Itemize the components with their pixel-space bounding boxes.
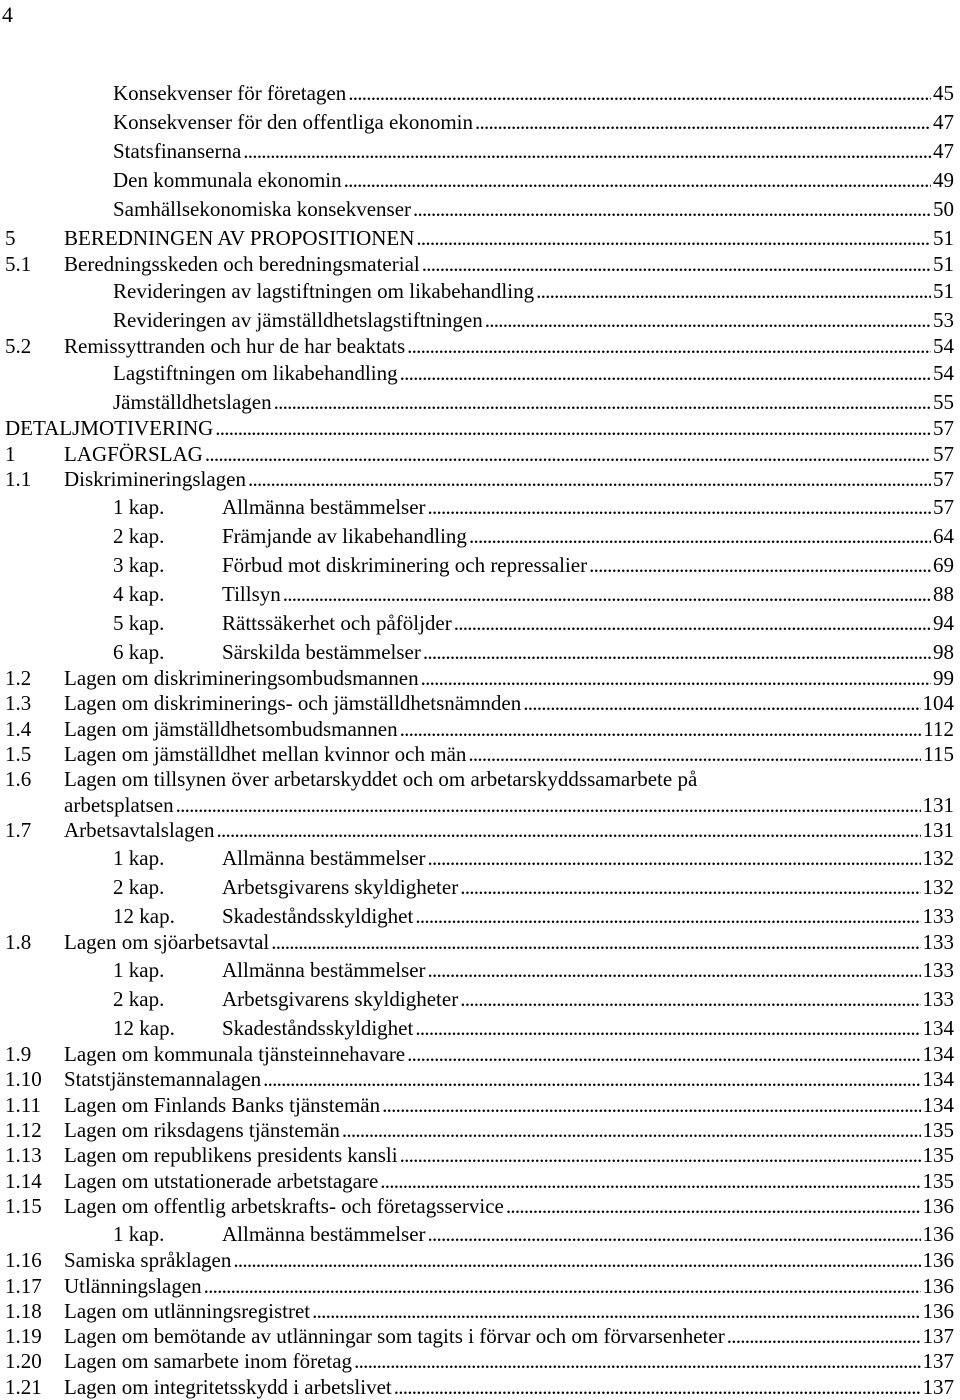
toc-entry[interactable] xyxy=(0,278,960,304)
dot-leader xyxy=(421,665,931,691)
toc-entry-title: Främjande av likabehandling xyxy=(222,524,467,548)
toc-entry-title: Samhällsekonomiska konsekvenser xyxy=(113,197,412,221)
dot-leader xyxy=(428,845,921,871)
toc-entry-number: 1.11 xyxy=(5,1093,41,1117)
toc-entry-chapter: 12 kap. xyxy=(113,904,175,928)
toc-entry[interactable] xyxy=(0,716,960,742)
toc-entry-title: Allmänna bestämmelser xyxy=(222,958,426,982)
toc-entry-page: 136 xyxy=(922,1299,954,1323)
toc-entry[interactable] xyxy=(0,138,960,164)
toc-entry-page: 135 xyxy=(922,1118,954,1142)
toc-entry-page: 134 xyxy=(922,1016,954,1040)
toc-entry-chapter: 2 kap. xyxy=(113,987,165,1011)
toc-entry-title-line1: Lagen om tillsynen över arbetarskyddet och om arbetarskyddssamarbete på xyxy=(64,767,698,791)
toc-entry-page: 133 xyxy=(922,904,954,928)
toc-entry[interactable] xyxy=(0,610,960,636)
dot-leader xyxy=(416,225,931,251)
toc-entry-page: 54 xyxy=(933,334,954,358)
toc-entry-page: 57 xyxy=(933,416,954,440)
toc-entry-page: 47 xyxy=(933,110,954,134)
toc-entry-chapter: 4 kap. xyxy=(113,582,165,606)
toc-entry-chapter: 1 kap. xyxy=(113,846,165,870)
toc-entry[interactable] xyxy=(0,690,960,716)
toc-entry-page: 135 xyxy=(922,1143,954,1167)
dot-leader xyxy=(415,1015,920,1041)
dot-leader xyxy=(380,1168,920,1194)
toc-entry-page: 134 xyxy=(922,1067,954,1091)
toc-entry-number: 1.4 xyxy=(5,717,32,741)
toc-entry[interactable] xyxy=(0,741,960,767)
toc-entry-page: 115 xyxy=(923,742,954,766)
toc-entry-number: 5.2 xyxy=(5,334,32,358)
toc-entry-title: Jämställdhetslagen xyxy=(113,390,272,414)
toc-entry[interactable] xyxy=(0,333,960,359)
dot-leader xyxy=(400,1142,921,1168)
toc-entry-page: 137 xyxy=(922,1375,954,1399)
toc-entry-title: Lagen om offentlig arbetskrafts- och företagsservice xyxy=(64,1194,504,1218)
toc-entry-title: BEREDNINGEN AV PROPOSITIONEN xyxy=(64,226,415,250)
toc-entry[interactable] xyxy=(0,389,960,415)
toc-entry-title: Förbud mot diskriminering och repressalier xyxy=(222,553,588,577)
toc-entry-number: 1.9 xyxy=(5,1042,32,1066)
toc-entry[interactable] xyxy=(0,360,960,386)
toc-entry[interactable] xyxy=(0,251,960,277)
toc-entry-page: 54 xyxy=(933,361,954,385)
toc-entry-number: 1.12 xyxy=(5,1118,42,1142)
dot-leader xyxy=(274,389,931,415)
toc-entry-title: Lagen om integritetsskydd i arbetslivet xyxy=(64,1375,392,1399)
toc-entry[interactable] xyxy=(0,167,960,193)
toc-entry-page: 57 xyxy=(933,495,954,519)
toc-entry-title: Konsekvenser för företagen xyxy=(113,81,347,105)
toc-entry-title: Arbetsgivarens skyldigheter xyxy=(222,987,459,1011)
dot-leader xyxy=(344,167,931,193)
toc-entry-title: Arbetsgivarens skyldigheter xyxy=(222,875,459,899)
dot-leader xyxy=(312,1298,920,1324)
toc-entry-number: 1.6 xyxy=(5,767,32,791)
toc-entry-title: Lagstiftningen om likabehandling xyxy=(113,361,398,385)
toc-entry-page: 137 xyxy=(922,1349,954,1373)
dot-leader xyxy=(400,716,922,742)
toc-entry-title: Lagen om utlänningsregistret xyxy=(64,1299,311,1323)
toc-entry-chapter: 2 kap. xyxy=(113,524,165,548)
toc-entry[interactable] xyxy=(0,986,960,1012)
toc-entry-title: Allmänna bestämmelser xyxy=(222,846,426,870)
dot-leader xyxy=(394,1374,921,1400)
dot-leader xyxy=(407,333,931,359)
toc-entry[interactable] xyxy=(0,767,960,818)
toc-entry-chapter: 2 kap. xyxy=(113,875,165,899)
dot-leader xyxy=(589,552,931,578)
toc-entry-page: 132 xyxy=(922,875,954,899)
toc-entry-title: Lagen om bemötande av utlänningar som tagits i förvar och om förvarsenheter xyxy=(64,1324,725,1348)
toc-entry-page: 136 xyxy=(922,1222,954,1246)
toc-entry-page: 104 xyxy=(922,691,954,715)
toc-entry-chapter: 1 kap. xyxy=(113,1222,165,1246)
toc-entry-title: Lagen om republikens presidents kansli xyxy=(64,1143,398,1167)
toc-entry-page: 136 xyxy=(922,1248,954,1272)
toc-entry[interactable] xyxy=(0,1092,960,1118)
toc-entry-title: Lagen om samarbete inom företag xyxy=(64,1349,353,1373)
toc-entry-title: Allmänna bestämmelser xyxy=(222,1222,426,1246)
dot-leader xyxy=(348,80,931,106)
toc-entry-title: Allmänna bestämmelser xyxy=(222,495,426,519)
toc-entry-page: 57 xyxy=(933,442,954,466)
toc-entry-page: 45 xyxy=(933,81,954,105)
toc-entry-page: 53 xyxy=(933,308,954,332)
toc-entry[interactable] xyxy=(0,929,960,955)
toc-entry-number: 1.14 xyxy=(5,1169,42,1193)
toc-entry-title: Statsfinanserna xyxy=(113,139,242,163)
dot-leader xyxy=(342,1117,921,1143)
toc-entry[interactable] xyxy=(0,1142,960,1168)
toc-entry-number: 1.1 xyxy=(5,467,32,491)
toc-entry[interactable] xyxy=(0,1298,960,1324)
toc-entry-page: 135 xyxy=(922,1169,954,1193)
toc-entry-title: Beredningsskeden och beredningsmaterial xyxy=(64,252,420,276)
toc-entry-title: Lagen om jämställdhet mellan kvinnor och män xyxy=(64,742,467,766)
toc-entry-title: Samiska språklagen xyxy=(64,1248,232,1272)
toc-entry[interactable] xyxy=(0,1374,960,1400)
toc-entry-page: 64 xyxy=(933,524,954,548)
toc-entry-page: 69 xyxy=(933,553,954,577)
toc-entry-page: 57 xyxy=(933,467,954,491)
toc-entry-title: Lagen om sjöarbetsavtal xyxy=(64,930,270,954)
toc-entry-title: Lagen om jämställdhetsombudsmannen xyxy=(64,717,398,741)
toc-entry-number: 1.2 xyxy=(5,666,32,690)
dot-leader xyxy=(727,1323,921,1349)
toc-entry-title: Revideringen av jämställdhetslagstiftningen xyxy=(113,308,483,332)
toc-entry-number: 1.10 xyxy=(5,1067,42,1091)
dot-leader xyxy=(423,639,931,665)
dot-leader xyxy=(428,1221,921,1247)
dot-leader xyxy=(469,523,931,549)
toc-entry-page: 99 xyxy=(933,666,954,690)
toc-entry-page: 136 xyxy=(922,1194,954,1218)
toc-entry-page: 94 xyxy=(933,611,954,635)
dot-leader xyxy=(283,581,931,607)
toc-entry[interactable] xyxy=(0,1117,960,1143)
toc-entry[interactable] xyxy=(0,903,960,929)
toc-entry[interactable] xyxy=(0,109,960,135)
dot-leader xyxy=(216,817,920,843)
dot-leader xyxy=(460,986,920,1012)
dot-leader xyxy=(176,792,921,818)
dot-leader xyxy=(400,360,931,386)
toc-entry-page: 133 xyxy=(922,987,954,1011)
dot-leader xyxy=(428,494,931,520)
toc-entry-title: Lagen om Finlands Banks tjänstemän xyxy=(64,1093,381,1117)
toc-entry-page: 51 xyxy=(933,252,954,276)
dot-leader xyxy=(485,307,931,333)
toc-entry[interactable] xyxy=(0,1041,960,1067)
toc-entry-page: 133 xyxy=(922,958,954,982)
dot-leader xyxy=(248,466,931,492)
toc-entry[interactable] xyxy=(0,307,960,333)
toc-entry-title: Skadeståndsskyldighet xyxy=(222,904,414,928)
toc-entry-chapter: 5 kap. xyxy=(113,611,165,635)
toc-entry-number: 1.13 xyxy=(5,1143,42,1167)
toc-entry[interactable] xyxy=(0,665,960,691)
toc-entry-title: Lagen om riksdagens tjänstemän xyxy=(64,1118,340,1142)
toc-entry[interactable] xyxy=(0,874,960,900)
toc-entry-number: 1.17 xyxy=(5,1274,42,1298)
toc-entry[interactable] xyxy=(0,845,960,871)
toc-entry[interactable] xyxy=(0,1247,960,1273)
toc-entry[interactable] xyxy=(0,817,960,843)
toc-entry-page: 131 xyxy=(922,793,954,817)
toc-entry-page: 98 xyxy=(933,640,954,664)
toc-entry-number: 1.16 xyxy=(5,1248,42,1272)
toc-entry[interactable] xyxy=(0,80,960,106)
dot-leader xyxy=(263,1066,920,1092)
toc-entry[interactable] xyxy=(0,466,960,492)
toc-entry-number: 1.7 xyxy=(5,818,32,842)
toc-entry-number: 1.8 xyxy=(5,930,32,954)
toc-entry-chapter: 1 kap. xyxy=(113,958,165,982)
toc-entry-page: 51 xyxy=(933,279,954,303)
toc-entry-title: Arbetsavtalslagen xyxy=(64,818,215,842)
toc-entry-page: 49 xyxy=(933,168,954,192)
dot-leader xyxy=(415,903,920,929)
toc-entry-chapter: 1 kap. xyxy=(113,495,165,519)
dot-leader xyxy=(204,1273,921,1299)
toc-entry[interactable] xyxy=(0,441,960,467)
toc-entry-title: Revideringen av lagstiftningen om likabehandling xyxy=(113,279,535,303)
toc-entry-title: Lagen om utstationerade arbetstagare xyxy=(64,1169,379,1193)
dot-leader xyxy=(354,1348,920,1374)
dot-leader xyxy=(460,874,920,900)
dot-leader xyxy=(271,929,920,955)
toc-entry-title: Lagen om diskriminerings- och jämställdhetsnämnden xyxy=(64,691,522,715)
toc-entry-number: 1.20 xyxy=(5,1349,42,1373)
dot-leader xyxy=(215,415,931,441)
toc-entry[interactable] xyxy=(0,494,960,520)
toc-entry-page: 134 xyxy=(922,1093,954,1117)
toc-entry[interactable] xyxy=(0,957,960,983)
toc-entry-page: 133 xyxy=(922,930,954,954)
page-number: 4 xyxy=(2,2,13,27)
toc-entry[interactable] xyxy=(0,1066,960,1092)
toc-entry-title: Särskilda bestämmelser xyxy=(222,640,421,664)
toc-entry-heading: DETALJMOTIVERING xyxy=(5,416,214,440)
toc-entry-page: 112 xyxy=(923,717,954,741)
toc-entry-title: Den kommunala ekonomin xyxy=(113,168,342,192)
toc-entry-title: Tillsyn xyxy=(222,582,281,606)
dot-leader xyxy=(233,1247,920,1273)
toc-entry-page: 47 xyxy=(933,139,954,163)
toc-entry-title: Konsekvenser för den offentliga ekonomin xyxy=(113,110,474,134)
toc-entry[interactable] xyxy=(0,523,960,549)
toc-entry-page: 55 xyxy=(933,390,954,414)
toc-entry-page: 131 xyxy=(922,818,954,842)
dot-leader xyxy=(205,441,931,467)
toc-entry[interactable] xyxy=(0,1221,960,1247)
dot-leader xyxy=(536,278,931,304)
toc-entry-title: Skadeståndsskyldighet xyxy=(222,1016,414,1040)
toc-entry-page: 88 xyxy=(933,582,954,606)
toc-entry-title: Remissyttranden och hur de har beaktats xyxy=(64,334,406,358)
toc-entry[interactable] xyxy=(0,1273,960,1299)
dot-leader xyxy=(475,109,931,135)
toc-entry[interactable] xyxy=(0,639,960,665)
toc-entry-number: 5 xyxy=(5,226,16,250)
toc-entry-chapter: 3 kap. xyxy=(113,553,165,577)
dot-leader xyxy=(428,957,921,983)
toc-entry-number: 1.3 xyxy=(5,691,32,715)
toc-entry[interactable] xyxy=(0,1348,960,1374)
toc-entry-page: 132 xyxy=(922,846,954,870)
toc-entry-number: 1.21 xyxy=(5,1375,42,1399)
toc-entry-title: Diskrimineringslagen xyxy=(64,467,246,491)
toc-entry-number: 1.15 xyxy=(5,1194,42,1218)
dot-leader xyxy=(422,251,931,277)
toc-entry[interactable] xyxy=(0,1015,960,1041)
toc-entry-title: arbetsplatsen xyxy=(64,793,174,817)
toc-entry-number: 1.18 xyxy=(5,1299,42,1323)
dot-leader xyxy=(454,610,931,636)
dot-leader xyxy=(413,196,931,222)
toc-entry-number: 1 xyxy=(5,442,16,466)
toc-entry-title: LAGFÖRSLAG xyxy=(64,442,203,466)
toc-entry-page: 136 xyxy=(922,1274,954,1298)
toc-entry-number: 1.19 xyxy=(5,1324,42,1348)
toc-entry[interactable] xyxy=(0,581,960,607)
dot-leader xyxy=(382,1092,920,1118)
toc-entry-chapter: 12 kap. xyxy=(113,1016,175,1040)
toc-entry-chapter: 6 kap. xyxy=(113,640,165,664)
toc-entry[interactable] xyxy=(0,196,960,222)
toc-entry[interactable] xyxy=(0,1193,960,1219)
toc-entry-title: Lagen om kommunala tjänsteinnehavare xyxy=(64,1042,406,1066)
toc-entry-number: 5.1 xyxy=(5,252,32,276)
toc-entry-page: 137 xyxy=(922,1324,954,1348)
dot-leader xyxy=(468,741,921,767)
dot-leader xyxy=(243,138,931,164)
toc-entry-number: 1.5 xyxy=(5,742,32,766)
toc-entry-title: Utlänningslagen xyxy=(64,1274,202,1298)
dot-leader xyxy=(506,1193,921,1219)
dot-leader xyxy=(523,690,920,716)
toc-entry-page: 50 xyxy=(933,197,954,221)
toc-entry[interactable] xyxy=(0,415,960,441)
toc-entry[interactable] xyxy=(0,552,960,578)
toc-entry-title: Lagen om diskrimineringsombudsmannen xyxy=(64,666,419,690)
toc-entry-title: Rättssäkerhet och påföljder xyxy=(222,611,452,635)
toc-entry-page: 134 xyxy=(922,1042,954,1066)
toc-entry-page: 51 xyxy=(933,226,954,250)
toc-entry[interactable] xyxy=(0,225,960,251)
toc-entry[interactable] xyxy=(0,1323,960,1349)
dot-leader xyxy=(407,1041,920,1067)
toc-entry[interactable] xyxy=(0,1168,960,1194)
toc-entry-title: Statstjänstemannalagen xyxy=(64,1067,262,1091)
